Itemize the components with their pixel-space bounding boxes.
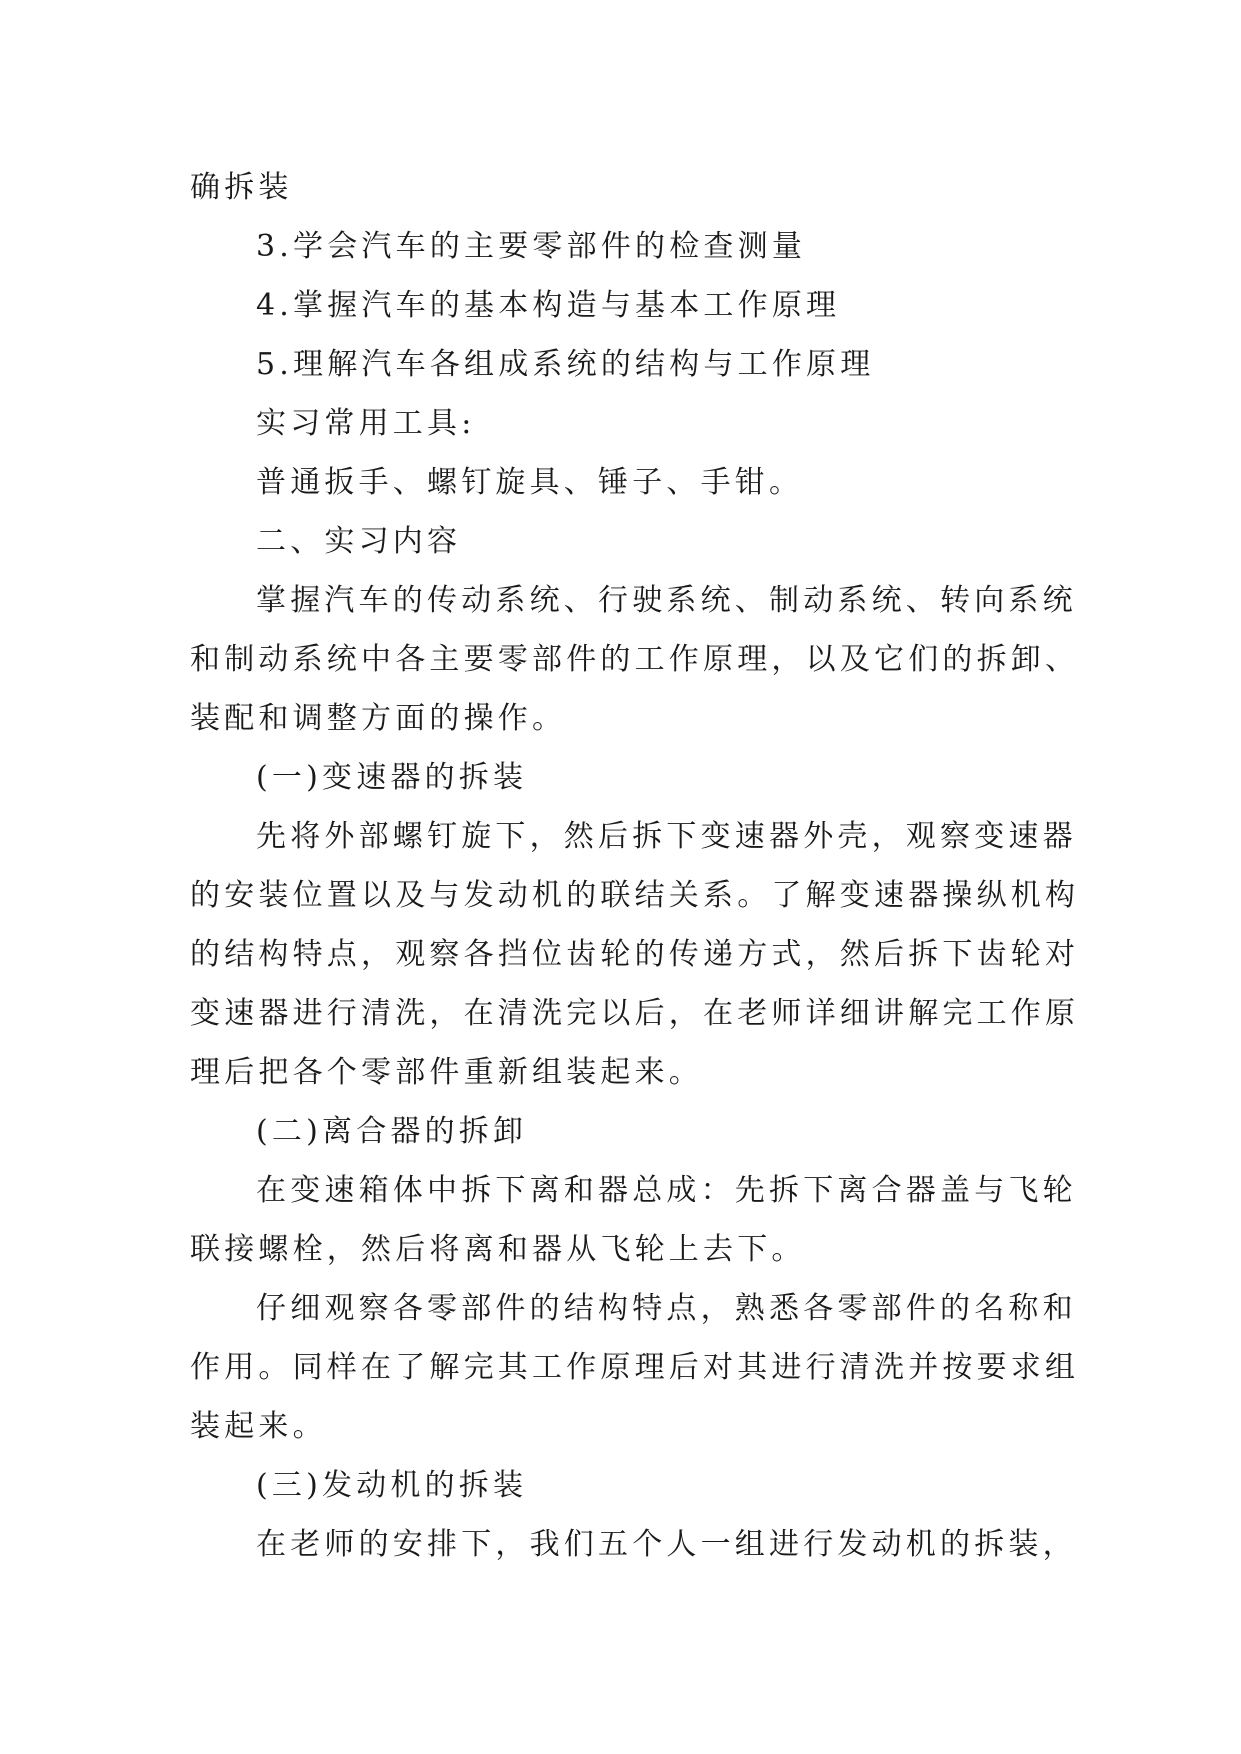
subheading: 实习常用工具:	[256, 406, 476, 441]
section-heading: 二、实习内容	[256, 524, 462, 559]
text-line: 联接螺栓，然后将离和器从飞轮上去下。	[190, 1232, 806, 1267]
subsection-heading: (二)离合器的拆卸	[256, 1114, 528, 1149]
text-line: 普通扳手、螺钉旋具、锤子、手钳。	[256, 465, 804, 500]
text-line: 装起来。	[190, 1409, 327, 1444]
text-line: 掌握汽车的传动系统、行驶系统、制动系统、转向系统	[256, 583, 1077, 618]
text-line: 变速器进行清洗，在清洗完以后，在老师详细讲解完工作原	[190, 996, 1080, 1031]
text-line: 作用。同样在了解完其工作原理后对其进行清洗并按要求组	[190, 1350, 1080, 1385]
text-line: 理后把各个零部件重新组装起来。	[190, 1055, 703, 1090]
text-line: 和制动系统中各主要零部件的工作原理，以及它们的拆卸、	[190, 642, 1080, 677]
text-line: 确拆装	[190, 170, 293, 205]
text-line: 的结构特点，观察各挡位齿轮的传递方式，然后拆下齿轮对	[190, 937, 1080, 972]
list-item: 4.掌握汽车的基本构造与基本工作原理	[256, 288, 841, 323]
text-line: 仔细观察各零部件的结构特点，熟悉各零部件的名称和	[256, 1291, 1077, 1326]
text-line: 先将外部螺钉旋下，然后拆下变速器外壳，观察变速器	[256, 819, 1077, 854]
text-line: 的安装位置以及与发动机的联结关系。了解变速器操纵机构	[190, 878, 1080, 913]
text-line: 在老师的安排下，我们五个人一组进行发动机的拆装，	[256, 1527, 1077, 1562]
text-line: 在变速箱体中拆下离和器总成：先拆下离合器盖与飞轮	[256, 1173, 1077, 1208]
subsection-heading: (一)变速器的拆装	[256, 760, 528, 795]
list-item: 3.学会汽车的主要零部件的检查测量	[256, 229, 807, 264]
text-line: 装配和调整方面的操作。	[190, 701, 567, 736]
subsection-heading: (三)发动机的拆装	[256, 1468, 528, 1503]
list-item: 5.理解汽车各组成系统的结构与工作原理	[256, 347, 875, 382]
document-body	[190, 158, 1080, 1574]
